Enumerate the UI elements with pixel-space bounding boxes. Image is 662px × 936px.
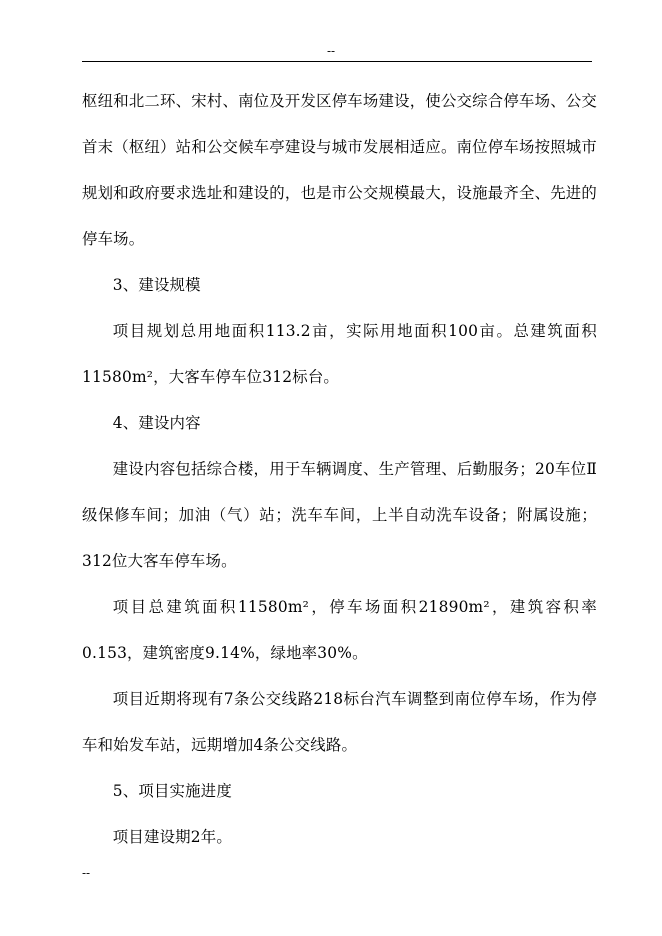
section-heading-construction-scale: 3、建设规模 bbox=[112, 276, 201, 294]
section-heading-implementation-schedule: 5、项目实施进度 bbox=[112, 782, 232, 800]
paragraph-construction-content: 建设内容包括综合楼，用于车辆调度、生产管理、后勤服务；20车位Ⅱ级保修车间；加油（气）站；洗车车间，上半自动洗车设备；附属设施；312位大客车停车场。 bbox=[82, 460, 597, 570]
paragraph-intro-continued: 枢纽和北二环、宋村、南位及开发区停车场建设，使公交综合停车场、公交首末（枢纽）站和公交候车亭建设与城市发展相适应。南位停车场按照城市规划和政府要求选址和建设的，也是市公交规模最大，设施最齐全、先进的停车场。 bbox=[82, 92, 597, 248]
section-heading-construction-content: 4、建设内容 bbox=[112, 414, 201, 432]
paragraph-bus-lines: 项目近期将现有7条公交线路218标台汽车调整到南位停车场，作为停车和始发车站，远期增加4条公交线路。 bbox=[82, 690, 597, 754]
paragraph-building-metrics: 项目总建筑面积11580m²，停车场面积21890m²，建筑容积率0.153，建筑密度9.14%，绿地率30%。 bbox=[82, 598, 597, 662]
header-divider bbox=[82, 61, 592, 62]
document-body bbox=[82, 78, 597, 860]
page-footer-mark: -- bbox=[82, 866, 91, 880]
page-header-mark: -- bbox=[327, 44, 336, 58]
paragraph-implementation-schedule: 项目建设期2年。 bbox=[112, 828, 232, 846]
paragraph-construction-scale: 项目规划总用地面积113.2亩，实际用地面积100亩。总建筑面积11580m²，大客车停车位312标台。 bbox=[82, 322, 597, 386]
